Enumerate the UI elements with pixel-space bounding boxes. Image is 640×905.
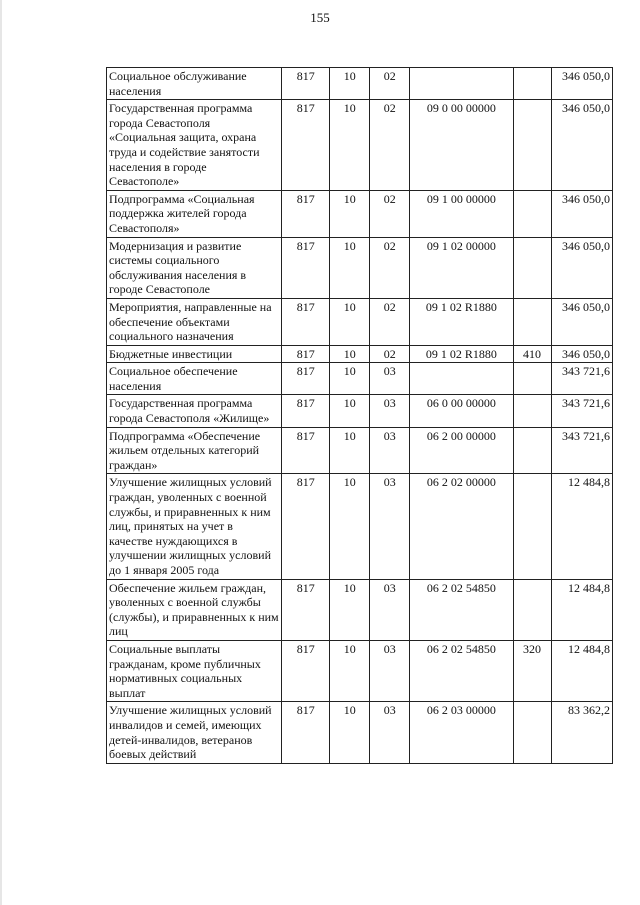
row-name: Мероприятия, направленные на обеспечение объектами социального назначения [109, 299, 272, 344]
row-section-cell [330, 68, 370, 100]
row-section-cell [330, 237, 370, 298]
table-row [107, 68, 613, 100]
row-ministry-code-cell [282, 68, 330, 100]
row-section-cell [330, 474, 370, 579]
table-row [107, 579, 613, 640]
row-ministry-code: 817 [296, 475, 315, 490]
budget-table [106, 67, 613, 764]
row-subsection: 02 [383, 238, 396, 253]
row-subsection: 02 [383, 299, 396, 314]
row-ministry-code-cell [282, 363, 330, 395]
row-ministry-code: 817 [296, 101, 315, 116]
row-section: 10 [343, 475, 356, 490]
row-ministry-code: 817 [296, 299, 315, 314]
row-ministry-code: 817 [296, 396, 315, 411]
row-section: 10 [343, 238, 356, 253]
row-amount-cell [551, 640, 613, 701]
row-amount-cell [551, 298, 613, 345]
row-ministry-code: 817 [296, 364, 315, 379]
row-section-cell [330, 427, 370, 474]
row-amount-cell [551, 363, 613, 395]
row-name-cell [107, 298, 282, 345]
row-target-article-cell [410, 427, 513, 474]
row-target-article-cell [410, 298, 513, 345]
row-expense-type-cell [513, 298, 551, 345]
row-subsection: 03 [383, 396, 396, 411]
row-expense-type-cell [513, 363, 551, 395]
row-section-cell [330, 298, 370, 345]
row-expense-type-cell [513, 345, 551, 363]
row-subsection-cell [370, 640, 410, 701]
row-subsection: 03 [383, 580, 396, 595]
table-row [107, 474, 613, 579]
row-name: Государственная программа города Севастополя «Жилище» [109, 396, 270, 426]
row-expense-type-cell [513, 68, 551, 100]
row-name: Подпрограмма «Обеспечение жильем отдельных категорий граждан» [109, 428, 261, 472]
row-name-cell [107, 237, 282, 298]
row-ministry-code-cell [282, 345, 330, 363]
row-section: 10 [343, 396, 356, 411]
row-ministry-code: 817 [296, 69, 315, 83]
row-name-cell [107, 100, 282, 191]
row-ministry-code-cell [282, 190, 330, 237]
table-row [107, 100, 613, 191]
table-row [107, 345, 613, 363]
row-target-article-cell [410, 474, 513, 579]
row-name-cell [107, 190, 282, 237]
table-row [107, 298, 613, 345]
row-amount: 346 050,0 [562, 299, 610, 314]
row-section: 10 [343, 703, 356, 718]
row-ministry-code: 817 [296, 346, 315, 361]
row-target-article-cell [410, 237, 513, 298]
row-target-article-cell [410, 702, 513, 763]
row-ministry-code: 817 [296, 580, 315, 595]
row-section-cell [330, 640, 370, 701]
row-expense-type: 410 [523, 346, 542, 361]
row-target-article-cell [410, 345, 513, 363]
row-subsection: 03 [383, 475, 396, 490]
row-target-article: 06 2 03 00000 [426, 703, 496, 718]
page-number: 155 [310, 10, 330, 25]
table-row [107, 395, 613, 427]
row-name: Улучшение жилищных условий инвалидов и семей, имеющих детей-инвалидов, ветеранов боевых действий [109, 703, 272, 762]
row-section-cell [330, 579, 370, 640]
row-expense-type-cell [513, 395, 551, 427]
row-section-cell [330, 363, 370, 395]
row-ministry-code-cell [282, 702, 330, 763]
row-subsection: 02 [383, 101, 396, 116]
row-subsection-cell [370, 363, 410, 395]
row-ministry-code-cell [282, 579, 330, 640]
row-section-cell [330, 395, 370, 427]
row-section-cell [330, 100, 370, 191]
table-row [107, 427, 613, 474]
row-expense-type-cell [513, 474, 551, 579]
row-amount-cell [551, 395, 613, 427]
row-amount-cell [551, 427, 613, 474]
row-target-article: 09 0 00 00000 [426, 101, 496, 116]
row-target-article-cell [410, 363, 513, 395]
table-row [107, 640, 613, 701]
row-target-article-cell [410, 100, 513, 191]
row-subsection: 02 [383, 69, 396, 83]
row-expense-type-cell [513, 427, 551, 474]
row-target-article: 06 2 02 54850 [426, 641, 496, 656]
row-target-article: 09 1 00 00000 [426, 191, 496, 206]
budget-table-body [107, 68, 613, 764]
row-target-article-cell [410, 579, 513, 640]
row-target-article: 09 1 02 R1880 [425, 299, 497, 314]
row-name: Модернизация и развитие системы социального обслуживания населения в городе Севастополе [109, 238, 247, 297]
row-subsection: 03 [383, 641, 396, 656]
row-amount: 343 721,6 [562, 396, 610, 411]
row-ministry-code-cell [282, 298, 330, 345]
table-row [107, 190, 613, 237]
table-row [107, 702, 613, 763]
row-amount-cell [551, 579, 613, 640]
row-ministry-code-cell [282, 100, 330, 191]
row-section: 10 [343, 69, 356, 83]
row-expense-type-cell [513, 640, 551, 701]
row-amount-cell [551, 345, 613, 363]
row-name: Социальное обслуживание населения [109, 69, 247, 98]
row-expense-type-cell [513, 190, 551, 237]
row-ministry-code-cell [282, 640, 330, 701]
row-subsection-cell [370, 702, 410, 763]
row-expense-type-cell [513, 579, 551, 640]
row-section: 10 [343, 101, 356, 116]
row-amount-cell [551, 190, 613, 237]
row-subsection: 03 [383, 428, 396, 443]
row-ministry-code-cell [282, 395, 330, 427]
row-section-cell [330, 190, 370, 237]
row-amount: 12 484,8 [568, 641, 610, 656]
row-amount: 343 721,6 [562, 428, 610, 443]
row-ministry-code-cell [282, 237, 330, 298]
row-subsection-cell [370, 395, 410, 427]
row-subsection: 03 [383, 364, 396, 379]
row-name: Государственная программа города Севастополя «Социальная защита, охрана труда и содействие занятости населения в городе Севастополе» [109, 101, 260, 189]
row-ministry-code-cell [282, 474, 330, 579]
row-amount: 83 362,2 [568, 703, 610, 718]
row-subsection-cell [370, 474, 410, 579]
row-name-cell [107, 363, 282, 395]
row-section: 10 [343, 580, 356, 595]
row-target-article: 06 2 02 54850 [426, 580, 496, 595]
row-section-cell [330, 702, 370, 763]
row-name: Социальное обеспечение населения [109, 364, 238, 393]
row-name-cell [107, 68, 282, 100]
row-amount: 343 721,6 [562, 364, 610, 379]
row-expense-type-cell [513, 237, 551, 298]
row-amount-cell [551, 474, 613, 579]
row-name-cell [107, 702, 282, 763]
row-target-article: 06 2 02 00000 [426, 475, 496, 490]
row-ministry-code: 817 [296, 641, 315, 656]
row-subsection-cell [370, 190, 410, 237]
row-name: Подпрограмма «Социальная поддержка жителей города Севастополя» [109, 191, 255, 235]
row-amount-cell [551, 100, 613, 191]
row-name: Обеспечение жильем граждан, уволенных с военной службы (службы), и приравненных к ним лиц [109, 580, 279, 639]
row-ministry-code: 817 [296, 238, 315, 253]
row-ministry-code: 817 [296, 428, 315, 443]
row-name-cell [107, 345, 282, 363]
row-target-article-cell [410, 395, 513, 427]
row-section: 10 [343, 428, 356, 443]
row-subsection-cell [370, 427, 410, 474]
row-section: 10 [343, 346, 356, 361]
row-section: 10 [343, 364, 356, 379]
row-name: Улучшение жилищных условий граждан, уволенных с военной службы, и приравненных к ним лиц, принятых на учет в качестве нуждающихся в улучшении жилищных условий до 1 января 2005 года [109, 475, 272, 577]
row-amount: 346 050,0 [562, 69, 610, 83]
row-name-cell [107, 395, 282, 427]
row-expense-type-cell [513, 702, 551, 763]
row-subsection-cell [370, 298, 410, 345]
row-subsection-cell [370, 345, 410, 363]
row-subsection: 03 [383, 703, 396, 718]
row-subsection: 02 [383, 346, 396, 361]
row-target-article-cell [410, 190, 513, 237]
row-ministry-code: 817 [296, 703, 315, 718]
row-amount: 346 050,0 [562, 101, 610, 116]
row-target-article-cell [410, 68, 513, 100]
row-section: 10 [343, 641, 356, 656]
row-ministry-code: 817 [296, 191, 315, 206]
row-amount-cell [551, 237, 613, 298]
row-subsection-cell [370, 68, 410, 100]
row-section: 10 [343, 191, 356, 206]
row-subsection-cell [370, 100, 410, 191]
table-row [107, 237, 613, 298]
row-name: Бюджетные инвестиции [109, 346, 233, 361]
row-amount: 346 050,0 [562, 238, 610, 253]
row-amount-cell [551, 702, 613, 763]
row-amount: 12 484,8 [568, 580, 610, 595]
row-amount: 346 050,0 [562, 191, 610, 206]
row-name-cell [107, 427, 282, 474]
row-ministry-code-cell [282, 427, 330, 474]
row-subsection-cell [370, 579, 410, 640]
row-target-article: 09 1 02 R1880 [425, 346, 497, 361]
row-target-article: 06 0 00 00000 [426, 396, 496, 411]
row-amount: 12 484,8 [568, 475, 610, 490]
row-name-cell [107, 474, 282, 579]
row-section-cell [330, 345, 370, 363]
row-expense-type-cell [513, 100, 551, 191]
row-name-cell [107, 579, 282, 640]
row-section: 10 [343, 299, 356, 314]
row-amount: 346 050,0 [562, 346, 610, 361]
row-subsection: 02 [383, 191, 396, 206]
scan-edge [0, 0, 2, 905]
row-target-article: 06 2 00 00000 [426, 428, 496, 443]
row-name-cell [107, 640, 282, 701]
row-subsection-cell [370, 237, 410, 298]
row-name: Социальные выплаты гражданам, кроме публичных нормативных социальных выплат [109, 641, 261, 700]
row-target-article-cell [410, 640, 513, 701]
row-amount-cell [551, 68, 613, 100]
row-expense-type: 320 [523, 641, 542, 656]
row-target-article: 09 1 02 00000 [426, 238, 496, 253]
table-row [107, 363, 613, 395]
